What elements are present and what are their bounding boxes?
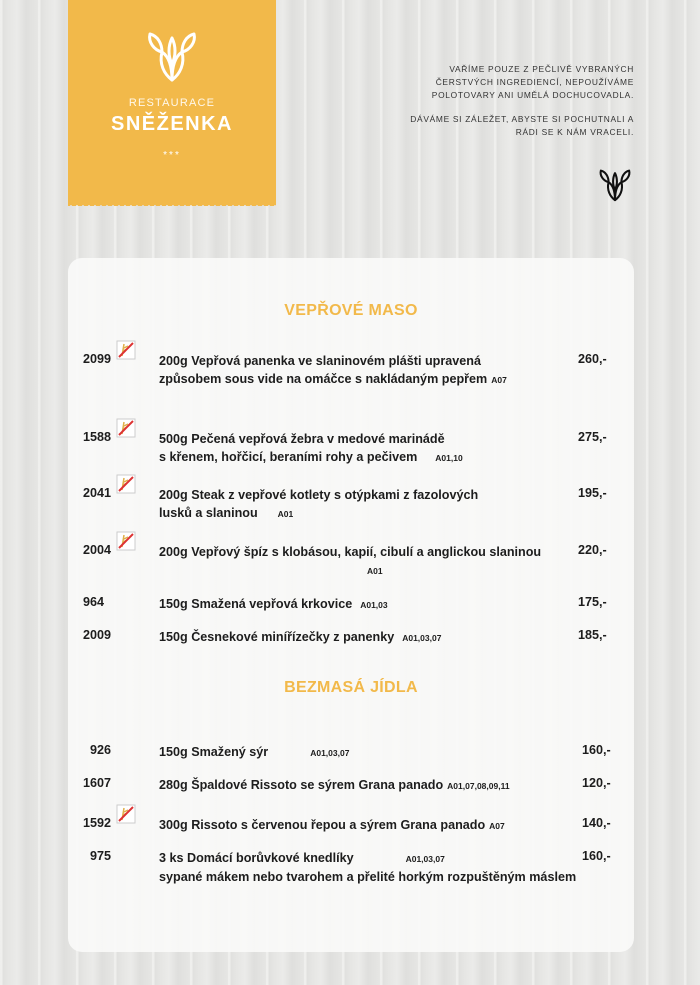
item-price: 185,- xyxy=(578,628,607,642)
item-number: 926 xyxy=(90,743,112,757)
item-price: 260,- xyxy=(578,352,607,366)
item-description xyxy=(159,849,599,886)
gluten-free-icon xyxy=(116,531,136,551)
item-allergens: A01,03,07 xyxy=(405,854,445,864)
item-allergens: A01,03,07 xyxy=(310,748,350,758)
item-line-1: 200g Vepřový špíz s klobásou, kapií, cibulí a anglickou slaninou xyxy=(159,545,542,559)
gluten-free-icon xyxy=(116,474,136,494)
item-price: 175,- xyxy=(578,595,607,609)
zigzag-edge xyxy=(68,200,276,206)
item-number: 2009 xyxy=(83,628,112,642)
item-price: 195,- xyxy=(578,486,607,500)
brand-subtitle: RESTAURACE xyxy=(128,97,216,109)
brand-logo-block xyxy=(68,0,276,200)
item-description xyxy=(159,430,599,467)
gluten-free-icon xyxy=(116,804,136,824)
item-line-1: 300g Rissoto s červenou řepou a sýrem Grana panado xyxy=(159,818,486,832)
item-line-2: způsobem sous vide na omáčce s nakládaným pepřem xyxy=(159,372,488,386)
item-description xyxy=(159,595,599,614)
item-line-2: sypané mákem nebo tvarohem a přelité horkým rozpuštěným máslem xyxy=(159,870,577,884)
item-description xyxy=(159,352,599,389)
item-description xyxy=(159,816,599,835)
item-price: 275,- xyxy=(578,430,607,444)
item-price: 140,- xyxy=(582,816,611,830)
item-price: 220,- xyxy=(578,543,607,557)
item-allergens: A01 xyxy=(367,566,383,576)
item-allergens: A07 xyxy=(489,821,505,831)
item-allergens: A01 xyxy=(277,509,294,519)
item-price: 160,- xyxy=(582,849,611,863)
item-description xyxy=(159,776,599,795)
item-line-1: 150g Smažený sýr xyxy=(159,745,269,759)
item-number: 1607 xyxy=(83,776,112,790)
item-number: 1592 xyxy=(83,816,112,830)
item-allergens: A01,10 xyxy=(435,453,463,463)
item-number: 964 xyxy=(83,595,105,609)
item-number: 2041 xyxy=(83,486,112,500)
menu-card xyxy=(68,258,634,952)
item-description xyxy=(159,628,599,647)
gluten-free-icon xyxy=(116,418,136,438)
item-line-1: 150g Smažená vepřová krkovice xyxy=(159,597,353,611)
wheat-ear-icon xyxy=(144,30,200,86)
brand-name: SNĚŽENKA xyxy=(110,113,233,135)
item-allergens: A01,03,07 xyxy=(402,633,442,643)
item-line-1: 500g Pečená vepřová žebra v medové marinádě xyxy=(159,432,445,446)
item-line-1: 200g Vepřová panenka ve slaninovém plášti upravená xyxy=(159,354,481,368)
section-title-pork: VEPŘOVÉ MASO xyxy=(284,302,418,319)
item-line-1: 3 ks Domácí borůvkové knedlíky xyxy=(159,851,354,865)
item-number: 2004 xyxy=(83,543,112,557)
item-allergens: A01,03 xyxy=(360,600,388,610)
item-number: 2099 xyxy=(83,352,112,366)
item-allergens: A07 xyxy=(491,375,507,385)
item-line-1: 200g Steak z vepřové kotlety s otýpkami z fazolových xyxy=(159,488,479,502)
section-title-meatless: BEZMASÁ JÍDLA xyxy=(284,679,418,696)
item-number: 1588 xyxy=(83,430,112,444)
brand-stars: *** xyxy=(163,150,181,161)
item-description xyxy=(159,486,599,523)
item-line-2: lusků a slaninou xyxy=(159,506,258,520)
item-allergens: A01,07,08,09,11 xyxy=(447,781,510,791)
intro-paragraph-1: VAŘÍME POUZE Z PEČLIVĚ VYBRANÝCH ČERSTVÝCH INGREDIENCÍ, NEPOUŽÍVÁME POLOTOVARY ANI UMĚLÁ DOCHUCOVADLA. xyxy=(431,64,634,100)
item-line-1: 150g Česnekové minířízečky z panenky xyxy=(159,630,395,644)
item-price: 120,- xyxy=(582,776,611,790)
item-description xyxy=(159,743,599,762)
item-number: 975 xyxy=(90,849,112,863)
item-line-2: s křenem, hořčicí, beraními rohy a pečivem xyxy=(159,450,418,464)
item-description xyxy=(159,543,599,580)
intro-text xyxy=(404,63,634,150)
intro-paragraph-2: DÁVÁME SI ZÁLEŽET, ABYSTE SI POCHUTNALI A RÁDI SE K NÁM VRACELI. xyxy=(410,114,634,137)
item-price: 160,- xyxy=(582,743,611,757)
wheat-ear-small-icon xyxy=(596,168,634,204)
item-line-1: 280g Špaldové Rissoto se sýrem Grana panado xyxy=(159,778,444,792)
gluten-free-icon xyxy=(116,340,136,360)
